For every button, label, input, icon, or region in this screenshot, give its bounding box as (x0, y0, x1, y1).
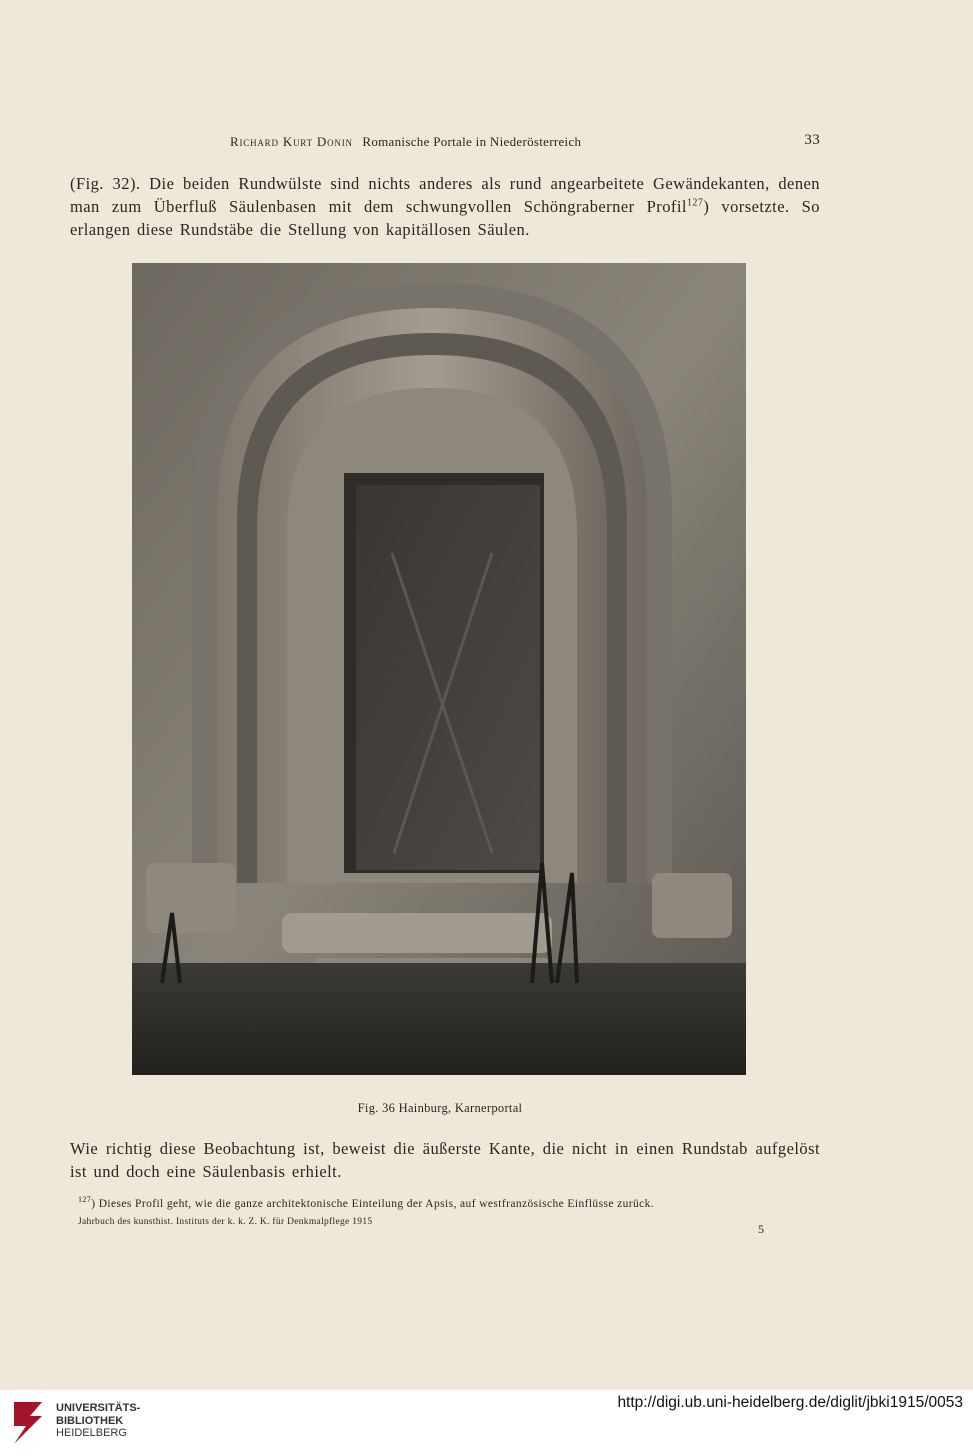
footnote-number: 127 (78, 1195, 92, 1205)
threshold-step (282, 913, 552, 953)
signature-mark: 5 (758, 1222, 764, 1236)
page-number: 33 (804, 132, 820, 148)
base-left (146, 863, 236, 933)
base-right (652, 873, 732, 938)
figure-caption: Fig. 36 Hainburg, Karnerportal (357, 1101, 523, 1115)
body-paragraph-top (70, 172, 820, 241)
header-author: Richard Kurt Donin (230, 134, 353, 149)
paragraph-text-start: (Fig. 32). Die beiden Rundwülste sind nichts anderes als rund angearbeitete Gewändekanten, denen man zum Überfluß Säulenbasen mit dem schwungvollen Schöngraberner Profil (70, 174, 820, 216)
grass-foreground (132, 963, 746, 1075)
portal-photo-illustration (132, 263, 746, 1075)
footnote-text: ) Dieses Profil geht, wie die ganze architektonische Einteilung der Apsis, auf westfranzösische Einflüsse zurück. (91, 1198, 655, 1210)
library-name (56, 1402, 140, 1440)
library-name-line1: UNIVERSITÄTS- (56, 1402, 141, 1414)
library-logo-icon (8, 1398, 48, 1448)
body-paragraph-bottom: Wie richtig diese Beobachtung ist, beweist die äußerste Kante, die nicht in einen Rundstab aufgelöst ist und doch eine Säulenbasis erhielt. (70, 1139, 820, 1181)
footnote (78, 1196, 820, 1212)
source-url-link[interactable]: http://digi.ub.uni-heidelberg.de/diglit/jbki1915/0053 (617, 1394, 963, 1411)
door-panel (356, 485, 540, 870)
figure-photograph (132, 263, 746, 1075)
running-head (230, 134, 820, 150)
footnote-reference: 127 (686, 197, 704, 209)
paragraph-text-end: ) vorsetzte. So erlangen diese Rundstäbe die Stellung von kapitällosen Säulen. (70, 197, 820, 239)
header-title: Romanische Portale in Niederösterreich (362, 134, 582, 149)
library-name-line2: BIBLIOTHEK (56, 1414, 124, 1427)
library-name-line3: HEIDELBERG (56, 1427, 127, 1439)
journal-line: Jahrbuch des kunsthist. Instituts der k. k. Z. K. für Denkmalpflege 1915 (78, 1217, 373, 1227)
